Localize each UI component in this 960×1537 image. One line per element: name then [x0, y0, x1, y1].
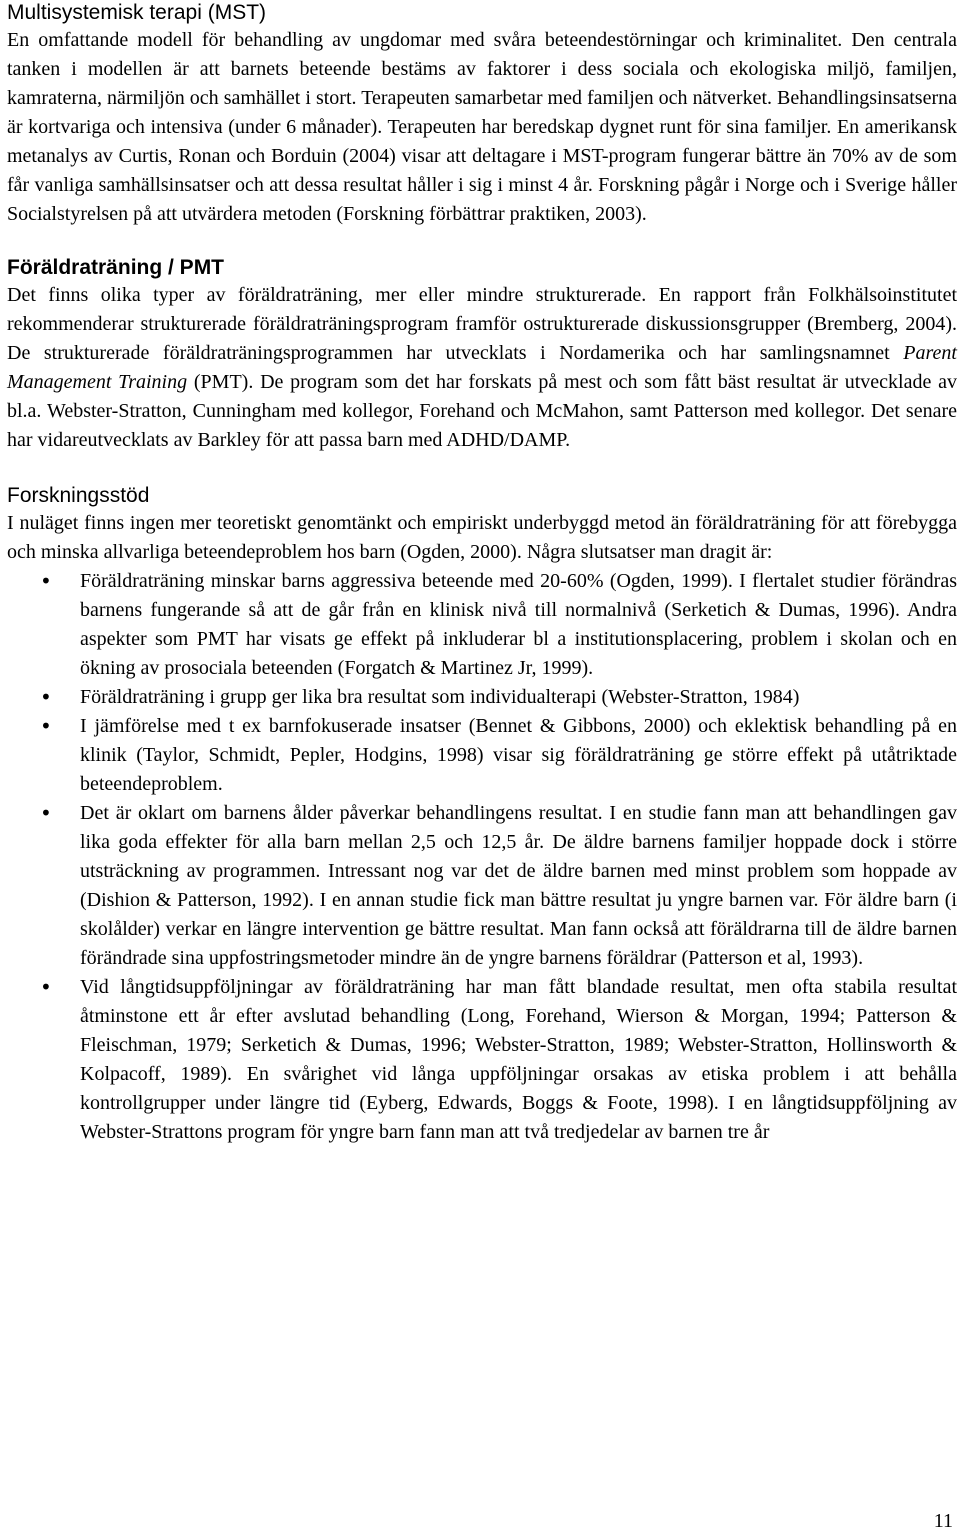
- list-item: [7, 712, 957, 799]
- pmt-italic-term: Parent Management Training: [7, 342, 957, 393]
- forskningsstod-intro: I nuläget finns ingen mer teoretiskt genomtänkt och empiriskt underbyggd metod än föräldraträning för att förebygga och minska allvarliga beteendeproblem hos barn (Ogden, 2000). Några slutsatser man dragit är:: [7, 512, 957, 563]
- section-heading-mst: Multisystemisk terapi (MST): [7, 1, 267, 24]
- document-page: [7, 0, 957, 1147]
- list-item: [7, 683, 957, 712]
- list-item: [7, 973, 957, 1147]
- pmt-text-before: Det finns olika typer av föräldraträning, mer eller mindre strukturerade. En rapport från Folkhälsoinstitutet rekommenderar strukturerade föräldraträningsprogram framför ostrukturerade diskussionsgrupper (Bremberg, 2004). De strukturerade föräldraträningsprogrammen har utvecklats i Nordamerika och har samlingsnamnet: [7, 284, 957, 364]
- section-heading-forskningsstod: Forskningsstöd: [7, 484, 150, 507]
- mst-paragraph: En omfattande modell för behandling av ungdomar med svåra beteendestörningar och kriminalitet. Den centrala tanken i modellen är att barnets beteende bestäms av faktorer i dess sociala och ekologiska miljö, familjen, kamraterna, närmiljön och samhället i stort. Terapeuten samarbetar med familjen och nätverket. Behandlingsinsatserna är kortvariga och intensiva (under 6 månader). Terapeuten har beredskap dygnet runt för sina familjer. En amerikansk metanalys av Curtis, Ronan och Borduin (2004) visar att deltagare i MST-program fungerar bättre än 70% av de som får vanliga samhällsinsatser och att dessa resultat håller i sig i minst 4 år. Forskning pågår i Norge och i Sverige håller Socialstyrelsen på att utvärdera metoden (Forskning förbättrar praktiken, 2003).: [7, 29, 957, 225]
- findings-list: [7, 567, 957, 1147]
- bullet-icon: •: [40, 685, 52, 709]
- pmt-text-after: (PMT). De program som det har forskats på mest och som fått bäst resultat är utvecklade av bl.a. Webster-Stratton, Cunningham med kollegor, Forehand och McMahon, samt Patterson med kollegor. Det senare har vidareutvecklats av Barkley för att passa barn med ADHD/DAMP.: [7, 371, 957, 451]
- list-item-text: Föräldraträning i grupp ger lika bra resultat som individualterapi (Webster-Stratton, 1984): [80, 686, 800, 708]
- list-item-text: Det är oklart om barnens ålder påverkar behandlingens resultat. I en studie fann man att behandlingen gav lika goda effekter för alla barn mellan 2,5 och 12,5 år. De äldre barnens familjer hoppade dock i större utsträckning av programmen. Intressant nog var det de äldre barnen med minst problem som hoppade av (Dishion & Patterson, 1992). I en annan studie fick man bättre resultat ju yngre barnen var. För äldre barn (i skolålder) verkar en längre intervention ge bättre resultat. Man fann också att föräldrarna till de äldre barnen förändrade sina uppfostringsmetoder mindre än de yngre barnens föräldrar (Patterson et al, 1993).: [80, 802, 957, 969]
- bullet-icon: •: [40, 569, 52, 593]
- list-item: [7, 799, 957, 973]
- list-item: [7, 567, 957, 683]
- bullet-icon: •: [40, 714, 52, 738]
- page-number: 11: [933, 1510, 953, 1532]
- list-item-text: Föräldraträning minskar barns aggressiva beteende med 20-60% (Ogden, 1999). I flertalet studier förändras barnens fungerande så att de går från en klinisk nivå till normalnivå (Serketich & Dumas, 1996). Andra aspekter som PMT har visats ge effekt på inkluderar bl a institutionsplacering, problem i skolan och en ökning av prosociala beteenden (Forgatch & Martinez Jr, 1999).: [80, 570, 957, 679]
- list-item-text: I jämförelse med t ex barnfokuserade insatser (Bennet & Gibbons, 2000) och eklektisk behandling på en klinik (Taylor, Schmidt, Pepler, Hodgins, 1998) visar sig föräldraträning ge större effekt på utåtriktade beteendeproblem.: [80, 715, 957, 795]
- list-item-text: Vid långtidsuppföljningar av föräldraträning har man fått blandade resultat, men ofta stabila resultat åtminstone ett år efter avslutad behandling (Long, Forehand, Wierson & Morgan, 1994; Patterson & Fleischman, 1979; Serketich & Dumas, 1996; Webster-Stratton, 1989; Webster-Stratton, Hollinsworth & Kolpacoff, 1989). En svårighet vid långa uppföljningar orsakas av etiska problem i att behålla kontrollgrupper under längre tid (Eyberg, Edwards, Boggs & Foote, 1998). I en långtidsuppföljning av Webster-Strattons program för yngre barn fann man att två tredjedelar av barnen tre år: [80, 976, 957, 1143]
- bullet-icon: •: [40, 975, 52, 999]
- bullet-icon: •: [40, 801, 52, 825]
- pmt-paragraph: [7, 281, 957, 455]
- section-heading-pmt: Föräldraträning / PMT: [7, 256, 225, 279]
